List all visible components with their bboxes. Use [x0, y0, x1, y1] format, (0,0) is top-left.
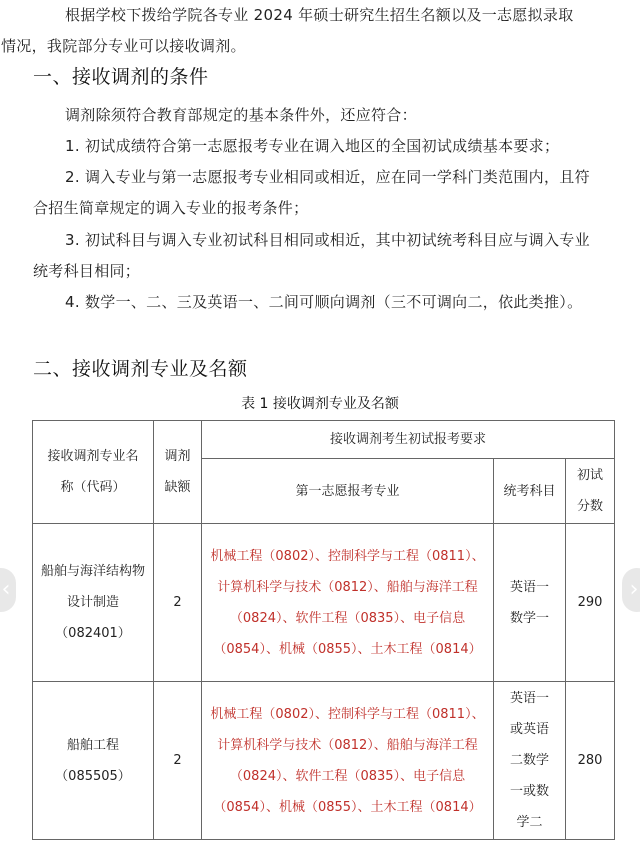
header-major: 接收调剂专业名称（代码） — [33, 421, 154, 524]
header-quota: 调剂缺额 — [154, 421, 202, 524]
intro-line-1: 根据学校下拨给学院各专业 2024 年硕士研究生招生名额以及一志愿拟录取 — [65, 6, 574, 24]
table-row — [33, 524, 615, 682]
header-subjects: 统考科目 — [494, 459, 566, 524]
conditions-lead: 调剂除须符合教育部规定的基本条件外，还应符合： — [65, 106, 417, 124]
table-row — [33, 682, 615, 840]
condition-item-3: 3. 初试科目与调入专业初试科目相同或相近，其中初试统考科目应与调入专业统考科目相同； — [33, 231, 590, 280]
section-1-heading: 一、接收调剂的条件 — [33, 66, 209, 88]
row-major: 船舶工程（085505） — [33, 682, 154, 840]
row-quota: 2 — [154, 682, 202, 840]
row-first-choice: 机械工程（0802）、控制科学与工程（0811）、计算机科学与技术（0812）、船舶与海洋工程（0824）、软件工程（0835）、电子信息（0854）、机械（0855）、土木工程（0814） — [202, 682, 494, 840]
chevron-left-icon[interactable]: ‹ — [0, 568, 16, 612]
table-caption: 表 1 接收调剂专业及名额 — [241, 396, 399, 412]
intro-line-2: 情况，我院部分专业可以接收调剂。 — [1, 37, 246, 55]
row-score: 290 — [566, 524, 615, 682]
row-quota: 2 — [154, 524, 202, 682]
header-requirements: 接收调剂考生初试报考要求 — [202, 421, 615, 459]
row-score: 280 — [566, 682, 615, 840]
row-first-choice: 机械工程（0802）、控制科学与工程（0811）、计算机科学与技术（0812）、船舶与海洋工程（0824）、软件工程（0835）、电子信息（0854）、机械（0855）、土木工程（0814） — [202, 524, 494, 682]
condition-item-4: 4. 数学一、二、三及英语一、二间可顺向调剂（三不可调向二，依此类推）。 — [65, 293, 583, 311]
condition-item-2: 2. 调入专业与第一志愿报考专业相同或相近，应在同一学科门类范围内，且符合招生简章规定的调入专业的报考条件； — [33, 168, 590, 217]
row-major: 船舶与海洋结构物设计制造（082401） — [33, 524, 154, 682]
quota-table — [32, 420, 615, 840]
condition-item-1: 1. 初试成绩符合第一志愿报考专业在调入地区的全国初试成绩基本要求； — [65, 137, 560, 155]
row-subjects: 英语一数学一 — [494, 524, 566, 682]
row-subjects: 英语一或英语二数学一或数学二 — [494, 682, 566, 840]
section-2-heading: 二、接收调剂专业及名额 — [33, 358, 248, 380]
intro-paragraph — [1, 0, 593, 62]
header-first-choice: 第一志愿报考专业 — [202, 459, 494, 524]
chevron-right-icon[interactable]: › — [622, 568, 640, 612]
header-score: 初试分数 — [566, 459, 615, 524]
